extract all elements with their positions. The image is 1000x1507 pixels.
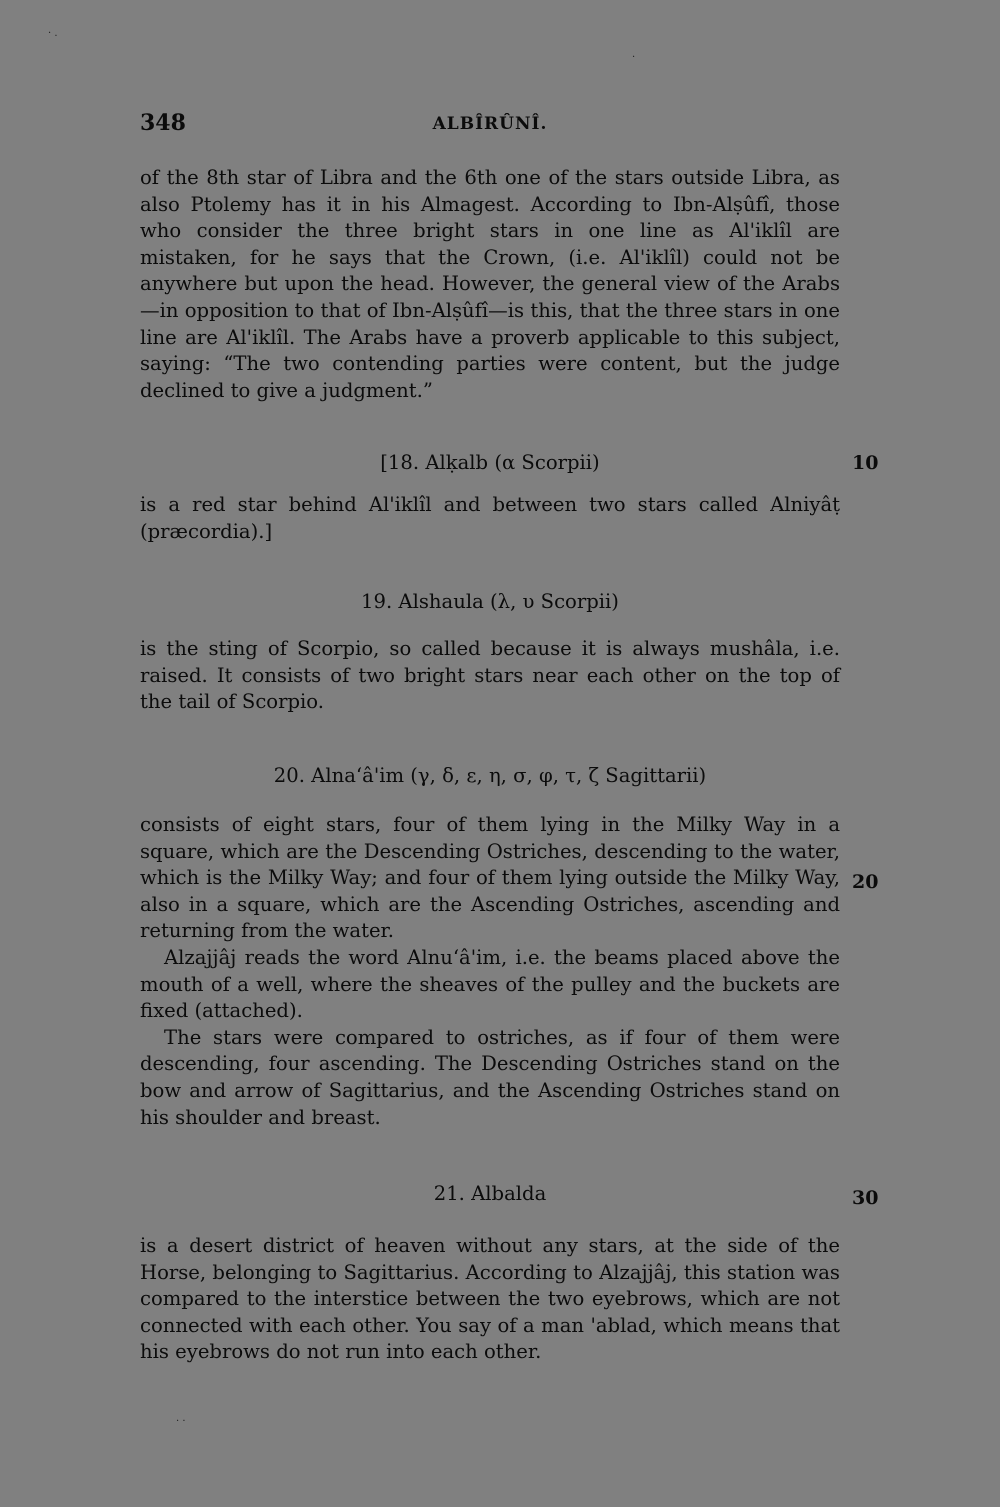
scan-speck: · <box>632 52 636 63</box>
paragraph-text: is a red star behind Al'iklîl and between two stars called Alniyâṭ (præcordia).] <box>140 493 840 543</box>
paragraph-18 <box>140 492 840 545</box>
paragraph-text: consists of eight stars, four of them lying in the Milky Way in a square, which are the Descending Ostriches, descending to the water, which is the Milky Way; and four of them lying outside the Milky Way, also in a square, which are the Ascending Ostriches, ascending and returning from the water. <box>140 813 840 943</box>
paragraph-text: is a desert district of heaven without any stars, at the side of the Horse, belonging to Sagittarius. According to Alzajjâj, this station was compared to the interstice between the two eyebrows, which are not connected with each other. You say of a man 'ablad, which means that his eyebrows do not run into each other. <box>140 1234 840 1364</box>
paragraph-text: The stars were compared to ostriches, as if four of them were descending, four ascending. The Descending Ostriches stand on the bow and arrow of Sagittarius, and the Ascending Ostriches stand on his shoulder and breast. <box>140 1025 840 1129</box>
paragraph-intro <box>140 165 840 404</box>
margin-line-number: 20 <box>852 871 879 893</box>
paragraph-text: of the 8th star of Libra and the 6th one of the stars outside Libra, as also Ptolemy has it in his Almagest. According to Ibn-Alṣûfî, those who consider the three bright stars in one line as Al'iklîl are mistaken, for he says that the Crown, (i.e. Al'iklîl) could not be anywhere but upon the head. However, the general view of the Arabs—in opposition to that of Ibn-Alṣûfî—is this, that the three stars in one line are Al'iklîl. The Arabs have a proverb applicable to this subject, saying: “The two contending parties were content, but the judge declined to give a judgment.” <box>140 166 840 402</box>
paragraph-20 <box>140 812 840 1131</box>
paragraph-text: is the sting of Scorpio, so called because it is always mushâla, i.e. raised. It consists of two bright stars near each other on the top of the tail of Scorpio. <box>140 637 840 714</box>
page-number: 348 <box>140 110 186 136</box>
paragraph-21 <box>140 1233 840 1366</box>
scan-speck: · · <box>176 1416 186 1427</box>
section-heading-19: 19. Alshaula (λ, υ Scorpii) <box>361 590 619 613</box>
paragraph-text: Alzajjâj reads the word Alnuʻâ'im, i.e. the beams placed above the mouth of a well, where the sheaves of the pulley and the buckets are fixed (attached). <box>140 945 840 1023</box>
section-heading-18: [18. Alḳalb (α Scorpii) <box>380 451 600 474</box>
margin-line-number: 10 <box>852 452 879 474</box>
section-heading-20: 20. Alnaʻâ'im (γ, δ, ε, η, σ, φ, τ, ζ Sagittarii) <box>273 764 707 787</box>
margin-line-number: 30 <box>852 1187 879 1209</box>
paragraph-19 <box>140 636 840 716</box>
page-header <box>140 110 840 140</box>
section-heading-21: 21. Albalda <box>433 1182 547 1205</box>
running-head: ALBÎRÛNÎ. <box>432 114 548 134</box>
scan-speck: · . <box>48 28 58 39</box>
